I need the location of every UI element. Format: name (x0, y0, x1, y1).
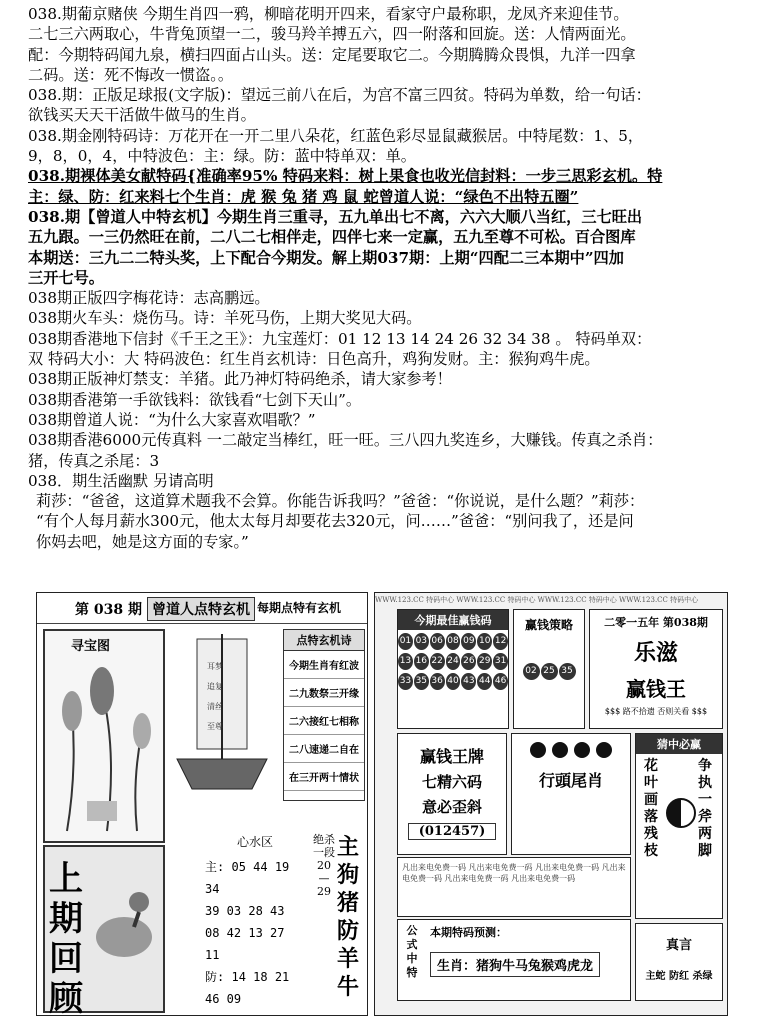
music-title: 乐滋 (633, 640, 678, 666)
ball: 24 (446, 653, 461, 670)
svg-text:耳梦: 耳梦 (207, 662, 223, 671)
issue-box-title: 二零一五年 第038期 (604, 616, 708, 629)
ball-row (398, 673, 508, 690)
guess-box (635, 733, 723, 919)
text-line: 二码。送：死不悔改一惯盗。。 (28, 65, 234, 84)
king-card-line: 七精六码 (421, 773, 482, 791)
guess-box-title: 猜中必赢 (636, 734, 722, 754)
king-card-numbers: (012457) (408, 823, 496, 840)
king-card-box (397, 733, 507, 855)
row-numbers: 08 42 13 27 11 (205, 926, 285, 962)
left-panel-header (37, 593, 367, 624)
poem-line: 二八速递二自在 (284, 735, 364, 763)
ball: 29 (477, 653, 492, 670)
issue-number: 第 038 期 (75, 602, 142, 618)
king-card-title: 赢钱王牌 (419, 747, 484, 766)
win-king-subtitle: $$$ 路不拾遗 否则关看 $$$ (604, 707, 708, 716)
svg-text:清丝: 清丝 (207, 702, 223, 711)
text-line: 欲钱买天天干活做牛做马的生肖。 (28, 106, 256, 125)
treasure-map (43, 629, 165, 843)
ball: 10 (477, 633, 492, 650)
text-line: 9，8，0，4，中特波色：主：绿。防：蓝中特单双：单。 (28, 147, 416, 166)
text-line: 配：今期特码闻九泉，横扫四面占山头。送：定尾要取它二。今期腾腾众畏惧，九洋一四拿 (28, 45, 636, 64)
text-line: 038期火车头：烧伤马。诗：羊死马伤，上期大奖见大码。 (28, 309, 422, 328)
strategy-box (513, 609, 585, 729)
ball: 03 (414, 633, 429, 650)
text-line: 038期香港6000元传真料 一二敲定当棒红，旺一旺。三八四九奖连乡，大赚钱。传真之杀肖： (28, 431, 663, 450)
ball: 44 (477, 673, 492, 690)
ball: 25 (541, 663, 558, 680)
guess-vertical-text: 争执一斧两脚 (698, 758, 712, 859)
treasure-map-title: 寻宝图 (71, 639, 111, 654)
ball: 01 (398, 633, 413, 650)
ball: 06 (430, 633, 445, 650)
text-line: 038期曾道人说：“为什么大家喜欢唱歌？” (28, 410, 316, 429)
ball: 35 (414, 673, 429, 690)
text-line: 二七三六两取心，牛背兔顶望一二，骏马羚羊搏五六，四一附落和回旋。送：人情两面光。 (28, 25, 636, 44)
ball: 09 (461, 633, 476, 650)
ball-row (398, 633, 508, 650)
text-line: 038.期【曾道人中特玄机】今期生肖三重寻，五九单出七不离，六六大顺八当红，三七旺出 (28, 207, 643, 226)
watermark-strip: WWW.123.CC 特码中心 WWW.123.CC 特码中心 WWW.123.CC 特码中心 WWW.123.CC 特码中心 (375, 596, 699, 604)
tail-zodiac-box (511, 733, 631, 855)
ball: 35 (559, 663, 576, 680)
text-line: 038期香港第一手欲钱料：欲钱看“七剑下天山”。 (28, 390, 362, 409)
text-line: 莉莎：“爸爸，这道算术题我不会算。你能告诉我吗？”爸爸：“你说说，是什么题？”莉莎： (36, 492, 645, 511)
ball: 26 (461, 653, 476, 670)
row-numbers: 39 03 28 43 (205, 904, 285, 918)
strategy-balls (514, 663, 584, 680)
truth-title: 真言 (665, 938, 692, 953)
heart-row (205, 966, 305, 1010)
ball: 40 (446, 673, 461, 690)
poem-title: 点特玄机诗 (284, 630, 364, 651)
truth-box (635, 923, 723, 1001)
prediction-zodiacs: 生肖：猪狗牛马兔猴鸡虎龙 (430, 952, 600, 977)
text-line: 038．期生活幽默 另请高明 (28, 471, 214, 490)
panel-subtitle: 每期点特有玄机 (257, 601, 342, 615)
text-line: 038.期：正版足球报(文字版)：望远三前八在后，为宫不富三四贫。特码为单数，给一句话： (28, 86, 651, 105)
tail-zodiac-title: 行頭尾肖 (538, 771, 603, 790)
text-line: 双 特码大小：大 特码波色：红生肖玄机诗：日色高升，鸡狗发财。主：猴狗鸡牛虎。 (28, 350, 600, 369)
free-code-text: 凡出来电免费一码 凡出来电免费一码 凡出来电免费一码 凡出来电免费一码 凡出来电免费一码 凡出来电免费一码 (402, 863, 626, 883)
panel-title: 曾道人点特玄机 (147, 597, 255, 621)
goose-illustration-icon (89, 867, 159, 987)
best-numbers-title: 今期最佳赢钱码 (398, 610, 508, 630)
dot-icon (574, 742, 590, 758)
best-numbers-box (397, 609, 509, 729)
ball: 08 (446, 633, 461, 650)
ball: 02 (523, 663, 540, 680)
ball-grid (398, 633, 508, 690)
ball: 12 (493, 633, 508, 650)
text-line: 038期香港地下信封《千王之王》：九宝莲灯：01 12 13 14 24 26 32 34 38 。 特码单双： (28, 329, 652, 348)
guess-vertical-text: 花叶画落残枝 (644, 758, 658, 859)
ball: 43 (461, 673, 476, 690)
heart-row (205, 900, 305, 922)
issue-box (589, 609, 723, 729)
text-line: 038.期裸体美女献特码{准确率95% 特码来料：树上果食也收光信封料：一步三思彩玄机。特 (28, 167, 663, 186)
dots-row (512, 742, 630, 758)
dot-icon (552, 742, 568, 758)
text-line: 038期正版神灯禁支：羊猪。此乃神灯特码绝杀，请大家参考！ (28, 370, 452, 389)
poem-line: 二六接红七相称 (284, 707, 364, 735)
last-issue-review (43, 845, 165, 1016)
poem-line: 今期生肖有红波 (284, 651, 364, 679)
article-text (28, 4, 750, 552)
text-line: 038期正版四字梅花诗：志高鹏远。 (28, 289, 270, 308)
plant-illustration-icon (47, 651, 161, 841)
svg-text:至尊: 至尊 (207, 722, 223, 731)
poem-box (283, 629, 365, 801)
text-line: 你妈去吧，她是这方面的专家。” (36, 532, 249, 551)
ball: 33 (398, 673, 413, 690)
right-graphic-panel (374, 592, 728, 1016)
prediction-title: 本期特码预测： (430, 926, 507, 939)
heart-row (205, 856, 305, 900)
prediction-vertical-text: 公式中特 (406, 924, 418, 979)
text-line: 五九跟。一三仍然旺在前，二八二七相伴走，四伴七来一定赢，五九至尊不可松。百合图库 (28, 228, 636, 247)
prediction-box (397, 919, 631, 1001)
text-line: 猪，传真之杀尾：3 (28, 451, 160, 470)
poem-line: 二九数祭三开缘 (284, 679, 364, 707)
ball: 16 (414, 653, 429, 670)
kill-segment-text: 绝杀一段20—29 (313, 833, 335, 898)
row-label: 主: (205, 860, 225, 874)
yin-yang-icon (666, 798, 696, 828)
text-line: 本期送：三九二二特头奖，上下配合今期发。解上期037期：上期“四配二三本期中”四加 (28, 248, 624, 267)
ball: 31 (493, 653, 508, 670)
row-label: 防: (205, 970, 225, 984)
ball-row (398, 653, 508, 670)
truth-line: 主蛇 防红 杀绿 (645, 971, 713, 982)
ball: 22 (430, 653, 445, 670)
heart-zone-title: 心水区 (236, 835, 273, 849)
free-code-strip (397, 857, 631, 917)
dot-icon (530, 742, 546, 758)
text-line: 三开七号。 (28, 268, 104, 287)
text-line: 038.期金刚特码诗：万花开在一开二里八朵花，红蓝色彩尽显鼠藏猴居。中特尾数：1、5， (28, 126, 644, 145)
poem-line: 在三开两十情状 (284, 763, 364, 791)
svg-text:追复: 追复 (207, 682, 223, 691)
row-numbers: 05 44 19 34 (205, 860, 290, 896)
ship-icon (167, 629, 277, 799)
ball: 13 (398, 653, 413, 670)
text-line: 038.期葡京赌侠 今期生肖四一鸦，柳暗花明开四来，看家守户最称职，龙凤齐来迎佳节。 (28, 5, 629, 23)
text-line: “有个人每月薪水300元，他太太每月却要花去320元，问……”爸爸：“别问我了，还是问 (36, 512, 634, 531)
text-line: 主：绿、防：红来料七个生肖：虎 猴 兔 猪 鸡 鼠 蛇曾道人说：“绿色不出特五圈” (28, 187, 579, 206)
win-king-title: 赢钱王 (626, 677, 686, 701)
dot-icon (596, 742, 612, 758)
last-issue-title: 上期回顾 (49, 859, 83, 1016)
main-zodiac-text: 主狗猪防羊牛 (336, 834, 359, 1000)
ball: 36 (430, 673, 445, 690)
left-graphic-panel (36, 592, 368, 1016)
heart-zone (205, 833, 305, 1010)
ball: 46 (493, 673, 508, 690)
row-numbers: 14 18 21 46 09 (205, 970, 290, 1006)
strategy-title: 赢钱策略 (524, 618, 573, 632)
heart-row (205, 922, 305, 966)
king-card-line: 意必歪斜 (421, 798, 482, 816)
